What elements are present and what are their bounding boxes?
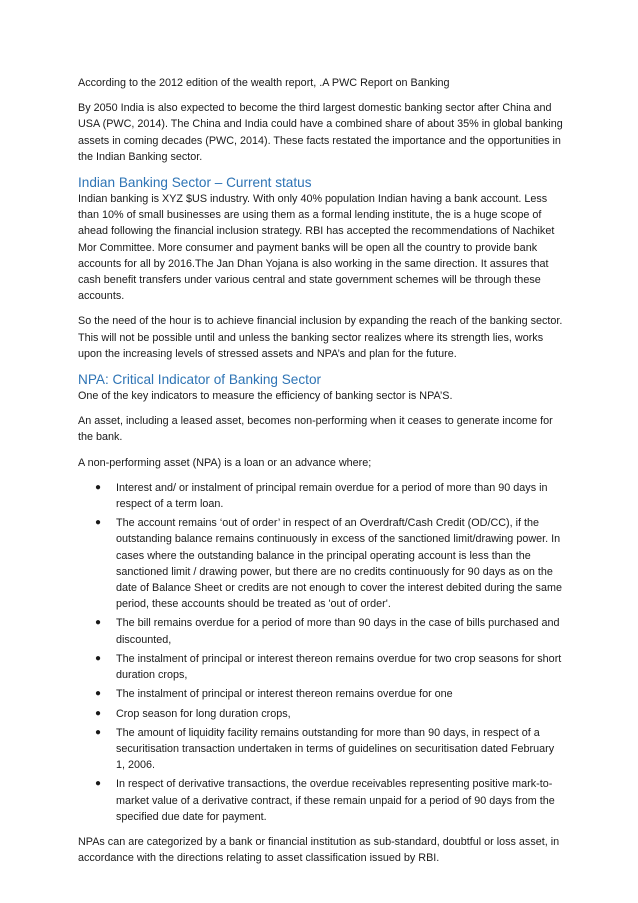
intro-line: According to the 2012 edition of the wealth report, .A PWC Report on Banking xyxy=(78,77,450,89)
section-heading-current-status: Indian Banking Sector – Current status xyxy=(78,175,312,191)
bullet-icon: ● xyxy=(95,617,102,629)
bullet-icon: ● xyxy=(95,707,102,719)
list-item-text: Crop season for long duration crops, xyxy=(116,707,291,720)
paragraph-2050-outlook: By 2050 India is also expected to become the third largest domestic banking sector after China and USA (PWC, 2014). The China and India could have a combined share of about 35% in global banking assets in coming decades (PWC, 2014). These facts restated the importance and the opportunities in the Indian Banking sector. xyxy=(78,102,563,163)
list-item-text: The bill remains overdue for a period of more than 90 days in the case of bills purchased and discounted, xyxy=(116,617,560,646)
list-item-text: In respect of derivative transactions, the overdue receivables representing positive mark-to-market value of a derivative contract, if these remain unpaid for a period of 90 days from the specified due date for payment. xyxy=(116,778,555,823)
bullet-icon: ● xyxy=(95,517,102,529)
list-item xyxy=(78,515,566,612)
bullet-icon: ● xyxy=(95,688,102,700)
list-item-text: Interest and/ or instalment of principal remain overdue for a period of more than 90 days in respect of a term loan. xyxy=(116,481,548,511)
list-item xyxy=(78,615,566,647)
list-item xyxy=(78,480,566,512)
list-item xyxy=(78,651,566,683)
paragraph-npa-definition: A non-performing asset (NPA) is a loan or an advance where; xyxy=(78,456,372,469)
list-item-text: The instalment of principal or interest thereon remains overdue for two crop seasons for short duration crops, xyxy=(116,652,562,682)
paragraph-key-indicator: One of the key indicators to measure the efficiency of banking sector is NPA’S. xyxy=(78,390,453,403)
list-item xyxy=(78,686,566,702)
bullet-icon: ● xyxy=(95,726,102,738)
bullet-icon: ● xyxy=(95,652,102,664)
list-item xyxy=(78,725,566,774)
bullet-icon: ● xyxy=(95,778,102,790)
paragraph-npa-categories: NPAs can are categorized by a bank or financial institution as sub-standard, doubtful or loss asset, in accordance with the directions relating to asset classification issued by RBI. xyxy=(78,835,560,865)
paragraph-asset-definition: An asset, including a leased asset, becomes non-performing when it ceases to generate income for the bank. xyxy=(78,415,553,444)
list-item-text: The account remains ‘out of order’ in respect of an Overdraft/Cash Credit (OD/CC), if the outstanding balance remains continuously in excess of the sanctioned limit/drawing power. In cases where the outstanding balance in the principal operating account is less than the sanctioned limit / drawing power, but there are no credits continuously for 90 days as on the date of Balance Sheet or credits are not enough to cover the interest debited during the same period, these accounts should be treated as 'out of order'. xyxy=(116,517,562,611)
list-item xyxy=(78,776,566,825)
section-heading-npa: NPA: Critical Indicator of Banking Sector xyxy=(78,372,322,388)
bullet-icon: ● xyxy=(95,481,102,493)
list-item-text: The instalment of principal or interest thereon remains overdue for one xyxy=(116,688,453,701)
npa-criteria-list xyxy=(78,480,566,825)
list-item xyxy=(78,706,566,722)
paragraph-current-status: Indian banking is XYZ $US industry. With only 40% population Indian having a bank account. Less than 10% of small businesses are using them as a formal lending institute, the is a huge scope of ahead following the financial inclusion strategy. RBI has accepted the recommendations of Nachiket Mor Committee. More consumer and payment banks will be open all the country to provide bank accounts for all by 2016.The Jan Dhan Yojana is also working in the same direction. It assures that cash benefit transfers under various central and state government schemes will be through these accounts. xyxy=(78,193,555,303)
paragraph-need-of-hour: So the need of the hour is to achieve financial inclusion by expanding the reach of the banking sector. This will not be possible until and unless the banking sector realizes where its strength lies, works upon the increasing levels of stressed assets and NPA’s and plan for the future. xyxy=(78,315,563,360)
list-item-text: The amount of liquidity facility remains outstanding for more than 90 days, in respect of a securitisation transaction undertaken in terms of guidelines on securitisation dated February 1, 2006. xyxy=(116,726,555,772)
